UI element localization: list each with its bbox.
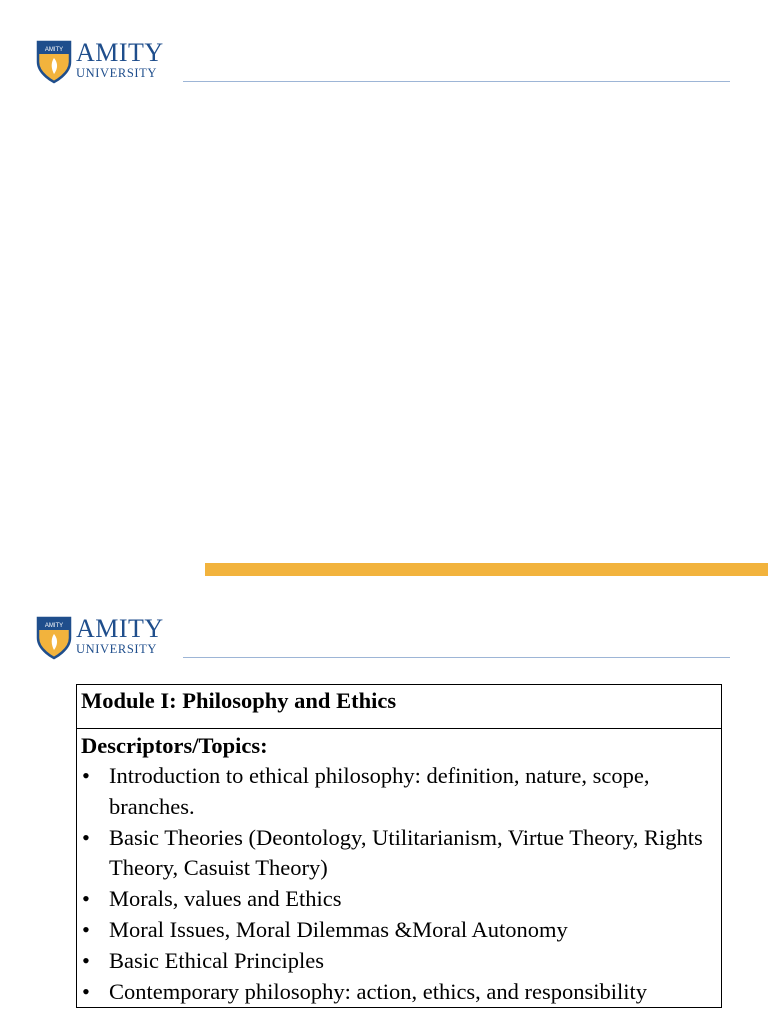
shield-icon [36, 616, 72, 660]
module-table [76, 684, 722, 1008]
bullet-icon: • [82, 978, 90, 1004]
amity-logo [36, 40, 176, 84]
logo-wordmark: AMITY [76, 38, 164, 67]
list-item [81, 977, 717, 1008]
bullet-icon: • [82, 916, 90, 942]
slide-2 [0, 600, 768, 1024]
shield-text: AMITY [44, 623, 64, 629]
header-rule [183, 81, 730, 82]
bullet-icon: • [82, 763, 90, 788]
list-item [81, 915, 717, 946]
topics-cell [77, 729, 721, 1007]
shield-icon [36, 40, 72, 84]
topic-list [81, 761, 717, 1007]
shield-text: AMITY [44, 47, 64, 53]
topic-text: Morals, values and Ethics [109, 886, 342, 912]
topics-heading: Descriptors/Topics: [81, 733, 268, 758]
list-item [81, 946, 717, 977]
logo-wordmark: AMITY [76, 614, 164, 643]
logo-subtitle: UNIVERSITY [76, 66, 157, 80]
topic-text: Basic Theories (Deontology, Utilitarianism, Virtue Theory, Rights Theory, Casuist Theory) [109, 824, 703, 881]
list-item [81, 823, 717, 885]
header-rule [183, 657, 730, 658]
module-title: Module I: Philosophy and Ethics [77, 685, 721, 729]
bullet-icon: • [82, 824, 90, 850]
bullet-icon: • [82, 947, 90, 973]
topic-text: Basic Ethical Principles [109, 947, 324, 973]
topic-text: Contemporary philosophy: action, ethics, and responsibility [109, 978, 648, 1004]
list-item [81, 884, 717, 915]
logo-subtitle: UNIVERSITY [76, 642, 157, 656]
topic-text: Introduction to ethical philosophy: definition, nature, scope, branches. [109, 763, 650, 819]
amity-logo [36, 616, 176, 660]
bullet-icon: • [82, 886, 90, 912]
list-item [81, 761, 717, 823]
accent-bar [205, 563, 768, 576]
topic-text: Moral Issues, Moral Dilemmas &Moral Autonomy [109, 916, 568, 942]
